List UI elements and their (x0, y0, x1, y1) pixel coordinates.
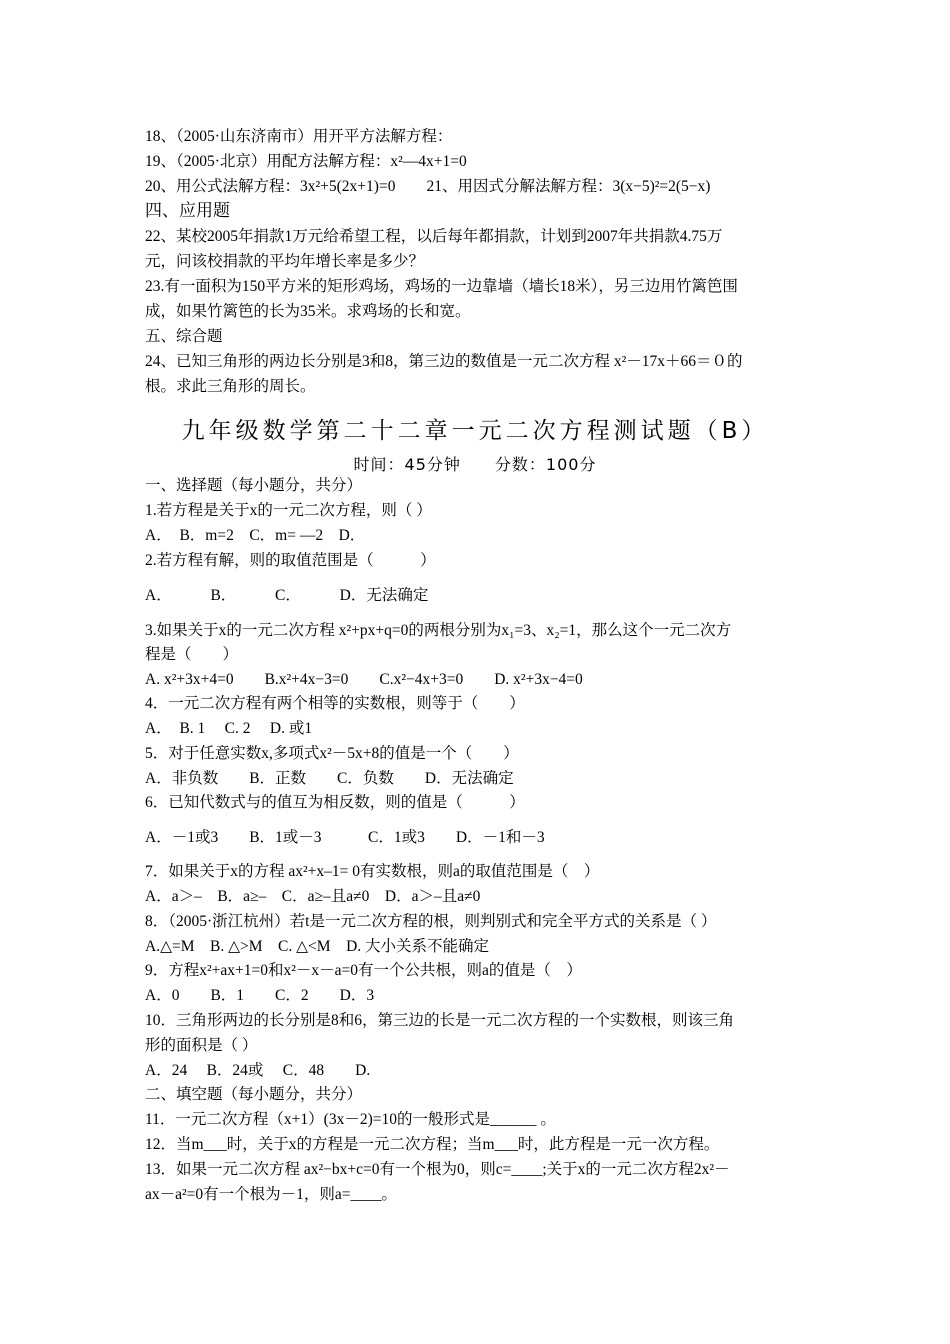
section-heading-choice: 一、选择题（每小题分，共分） (145, 477, 363, 494)
question-19-line: 19、（2005·北京）用配方法解方程：x²—4x+1=0 (145, 153, 467, 170)
question-4: 4．一元二次方程有两个相等的实数根，则等于（ ） (145, 695, 525, 712)
question-3-line-1: 3.如果关于x的一元二次方程 x²+px+q=0的两根分别为x₁=3、x₂=1，那么这个一元二次方 (145, 622, 732, 639)
question-11: 11．一元二次方程（x+1）(3x－2)=10的一般形式是______ 。 (145, 1111, 556, 1128)
question-24-line-2: 根。求此三角形的周长。 (145, 378, 316, 395)
question-3-options: A. x²+3x+4=0 B.x²+4x−3=0 C.x²−4x+3=0 D. x²+3x−4=0 (145, 671, 583, 688)
question-20-21-line: 20、用公式法解方程：3x²+5(2x+1)=0 21、用因式分解法解方程：3(x−5)²=2(5−x) (145, 178, 711, 195)
question-10-line-2: 形的面积是（ ） (145, 1037, 258, 1054)
question-2: 2.若方程有解，则的取值范围是（ ） (145, 552, 436, 569)
section-heading-fill: 二、填空题（每小题分，共分） (145, 1086, 363, 1103)
question-23-line-2: 成，如果竹篱笆的长为35米。求鸡场的长和宽。 (145, 303, 471, 320)
question-7: 7．如果关于x的方程 ax²+x–1= 0有实数根，则a的取值范围是（ ） (145, 863, 600, 880)
question-23-line-1: 23.有一面积为150平方米的矩形鸡场，鸡场的一边靠墙（墙长18米），另三边用竹篱笆围 (145, 278, 738, 295)
question-9: 9．方程x²+ax+1=0和x²－x－a=0有一个公共根，则a的值是（ ） (145, 962, 582, 979)
question-1-options: A． B．m=2 C．m= —2 D． (145, 527, 366, 544)
question-10-options: A．24 B．24或 C．48 D. (145, 1062, 371, 1079)
section-heading-comprehensive: 五、综合题 (145, 328, 223, 345)
question-7-options: A．a＞– B．a≥– C．a≥–且a≠0 D．a＞–且a≠0 (145, 888, 481, 905)
question-5: 5．对于任意实数x,多项式x²－5x+8的值是一个（ ） (145, 745, 519, 762)
question-8: 8．（2005·浙江杭州）若t是一元二次方程的根，则判别式和完全平方式的关系是（ ） (145, 913, 717, 930)
question-9-options: A．0 B．1 C．2 D．3 (145, 987, 375, 1004)
question-13-line-2: ax－a²=0有一个根为－1，则a=____。 (145, 1186, 398, 1203)
question-13-line-1: 13．如果一元二次方程 ax²−bx+c=0有一个根为0，则c=____;关于x的一元二次方程2x²－ (145, 1161, 730, 1178)
question-12: 12．当m___时，关于x的方程是一元二次方程；当m___时，此方程是一元一次方程。 (145, 1136, 720, 1153)
question-4-options: A． B. 1 C. 2 D. 或1 (145, 720, 313, 737)
test-subtitle: 时间：45分钟 分数：100分 (353, 455, 597, 474)
question-6: 6．已知代数式与的值互为相反数，则的值是（ ） (145, 794, 525, 811)
question-22-line-2: 元，问该校捐款的平均年增长率是多少？ (145, 253, 425, 270)
section-heading-applied: 四、应用题 (145, 201, 230, 220)
question-22-line-1: 22、某校2005年捐款1万元给希望工程，以后每年都捐款，计划到2007年共捐款4.75万 (145, 228, 723, 245)
question-8-options: A.△=M B. △>M C. △<M D. 大小关系不能确定 (145, 938, 490, 955)
question-6-options: A．－1或3 B．1或－3 C．1或3 D．－1和－3 (145, 829, 545, 846)
question-2-options: A． B． C． D．无法确定 (145, 587, 429, 604)
question-10-line-1: 10．三角形两边的长分别是8和6，第三边的长是一元二次方程的一个实数根，则该三角 (145, 1012, 735, 1029)
question-5-options: A．非负数 B．正数 C．负数 D．无法确定 (145, 770, 514, 787)
question-24-line-1: 24、已知三角形的两边长分别是3和8，第三边的数值是一元二次方程 x²－17x＋66＝０的 (145, 353, 743, 370)
test-title: 九年级数学第二十二章一元二次方程测试题（B） (181, 418, 769, 444)
question-18-line: 18、（2005·山东济南市）用开平方法解方程： (145, 128, 453, 145)
question-3-line-2: 程是（ ） (145, 646, 239, 663)
question-1: 1.若方程是关于x的一元二次方程，则（ ） (145, 502, 432, 519)
